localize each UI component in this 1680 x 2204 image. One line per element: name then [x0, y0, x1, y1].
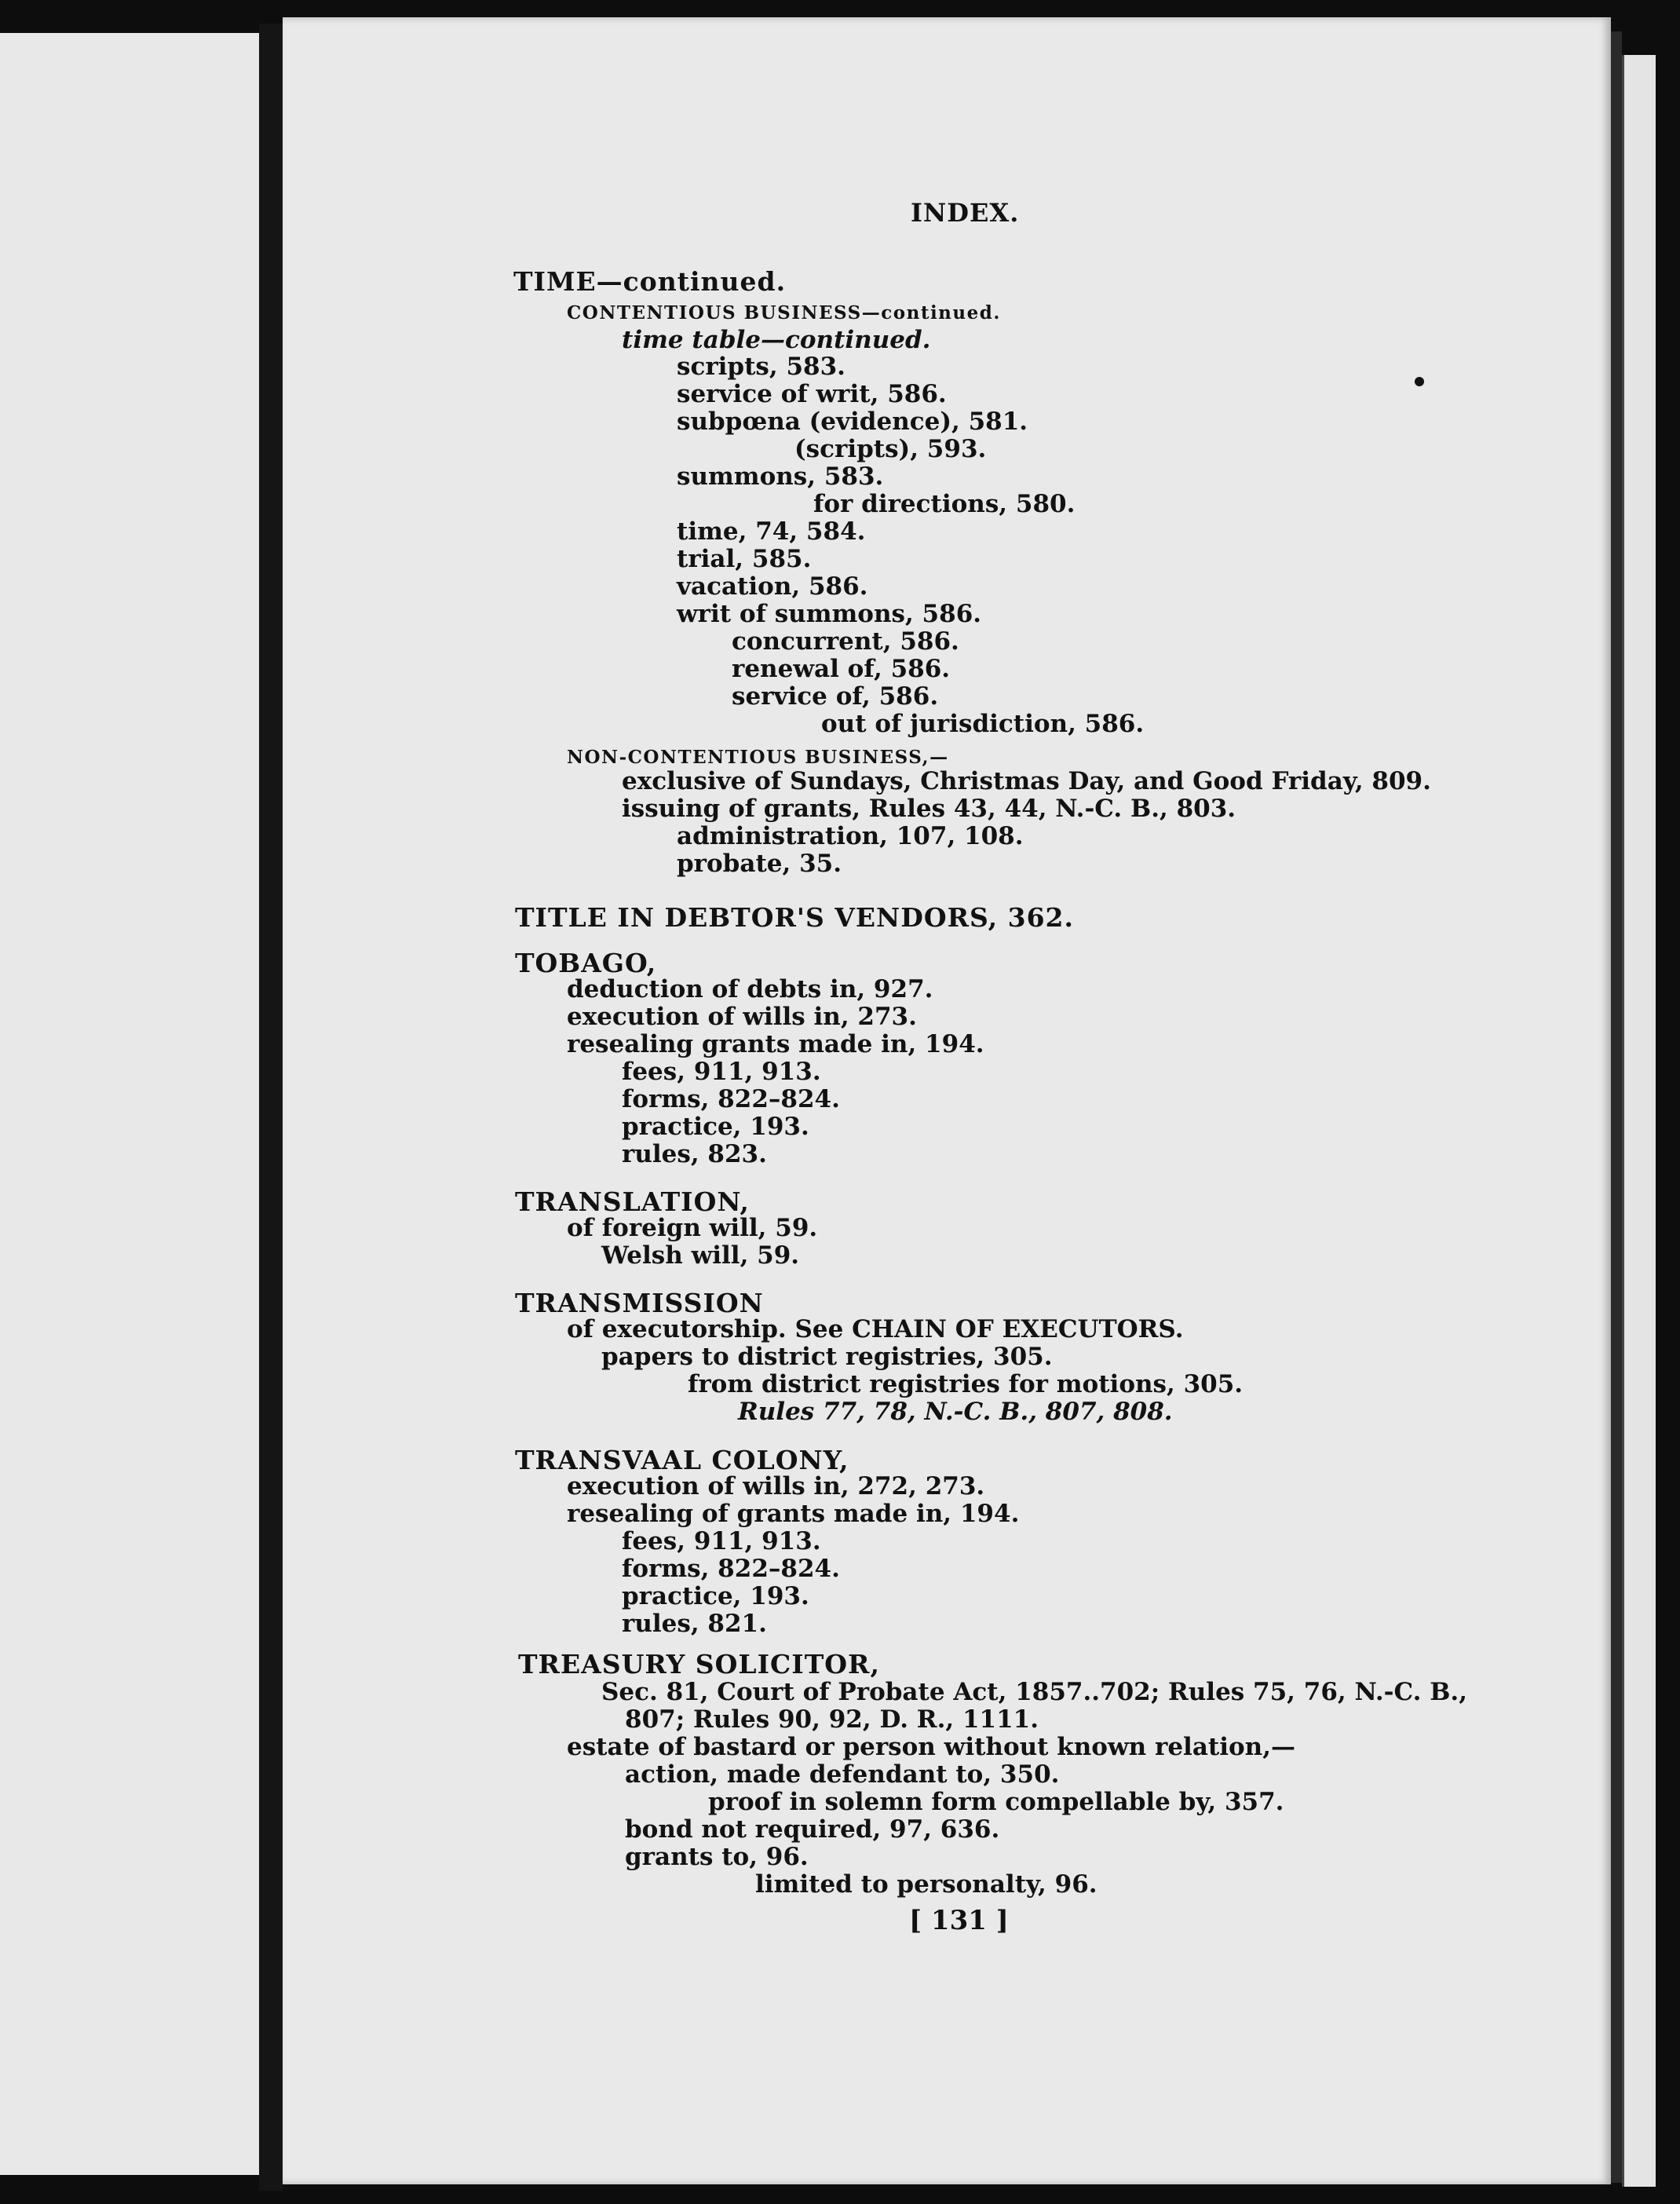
index-entry: Rules 77, 78, N.-C. B., 807, 808. [738, 1398, 1173, 1426]
index-entry: writ of summons, 586. [677, 600, 982, 628]
index-entry: bond not required, 97, 636. [625, 1815, 1000, 1844]
index-entry: issuing of grants, Rules 43, 44, N.-C. B., 803. [622, 795, 1236, 823]
index-entry: concurrent, 586. [732, 627, 959, 656]
index-entry: papers to district registries, 305. [601, 1343, 1053, 1371]
index-entry: renewal of, 586. [732, 655, 951, 683]
index-heading: TITLE IN DEBTOR'S VENDORS, 362. [515, 902, 1075, 933]
index-heading: TOBAGO, [515, 948, 657, 978]
index-entry: resealing grants made in, 194. [567, 1030, 984, 1058]
page-header: INDEX. [911, 198, 1020, 228]
index-entry: trial, 585. [677, 545, 812, 573]
index-entry: summons, 583. [677, 462, 884, 491]
index-entry: vacation, 586. [677, 572, 868, 601]
index-heading: TRANSMISSION [515, 1288, 764, 1318]
index-entry: service of, 586. [732, 682, 939, 711]
index-heading: TRANSVAAL COLONY, [515, 1445, 849, 1475]
index-heading: TRANSLATION, [515, 1186, 750, 1217]
index-entry: scripts, 583. [677, 353, 845, 381]
page-number: [ 131 ] [909, 1905, 1009, 1936]
index-entry: Sec. 81, Court of Probate Act, 1857..702; Rules 75, 76, N.-C. B., [601, 1678, 1467, 1706]
index-entry: forms, 822–824. [622, 1555, 840, 1583]
index-entry: estate of bastard or person without known relation,— [567, 1733, 1296, 1761]
index-entry: rules, 821. [622, 1610, 767, 1638]
ink-dot [1415, 377, 1424, 386]
index-entry: execution of wills in, 273. [567, 1003, 917, 1031]
index-heading: TIME—continued. [513, 266, 787, 297]
index-entry: resealing of grants made in, 194. [567, 1500, 1020, 1528]
index-entry: service of writ, 586. [677, 380, 947, 408]
index-entry: fees, 911, 913. [622, 1058, 821, 1086]
index-entry: deduction of debts in, 927. [567, 975, 933, 1003]
index-entry: practice, 193. [622, 1113, 809, 1141]
index-entry: time, 74, 584. [677, 517, 866, 546]
index-entry: grants to, 96. [625, 1843, 809, 1871]
index-entry: action, made defendant to, 350. [625, 1760, 1060, 1789]
index-entry: execution of wills in, 272, 273. [567, 1472, 985, 1500]
index-entry: out of jurisdiction, 586. [821, 710, 1145, 738]
index-entry: rules, 823. [622, 1140, 767, 1168]
index-subheading: CONTENTIOUS BUSINESS—continued. [567, 302, 1001, 323]
index-subheading: NON-CONTENTIOUS BUSINESS,— [567, 747, 949, 768]
index-entry: fees, 911, 913. [622, 1527, 821, 1555]
index-entry: administration, 107, 108. [677, 822, 1024, 850]
index-entry: of foreign will, 59. [567, 1214, 818, 1242]
index-entry: 807; Rules 90, 92, D. R., 1111. [625, 1705, 1039, 1734]
index-entry: forms, 822–824. [622, 1085, 840, 1113]
index-subheading: time table—continued. [622, 326, 931, 354]
index-entry: subpœna (evidence), 581. [677, 408, 1028, 436]
index-entry: for directions, 580. [813, 490, 1076, 518]
index-entry: practice, 193. [622, 1582, 809, 1610]
index-entry: from district registries for motions, 305. [688, 1370, 1244, 1398]
index-entry: exclusive of Sundays, Christmas Day, and Good Friday, 809. [622, 767, 1431, 795]
index-entry: probate, 35. [677, 850, 842, 878]
index-entry: limited to personalty, 96. [755, 1870, 1097, 1899]
index-entry: (scripts), 593. [794, 435, 987, 463]
index-entry: of executorship. See CHAIN OF EXECUTORS. [567, 1315, 1184, 1343]
index-entry: Welsh will, 59. [601, 1241, 800, 1270]
index-entry: proof in solemn form compellable by, 357. [708, 1788, 1284, 1816]
index-heading: TREASURY SOLICITOR, [518, 1649, 880, 1679]
